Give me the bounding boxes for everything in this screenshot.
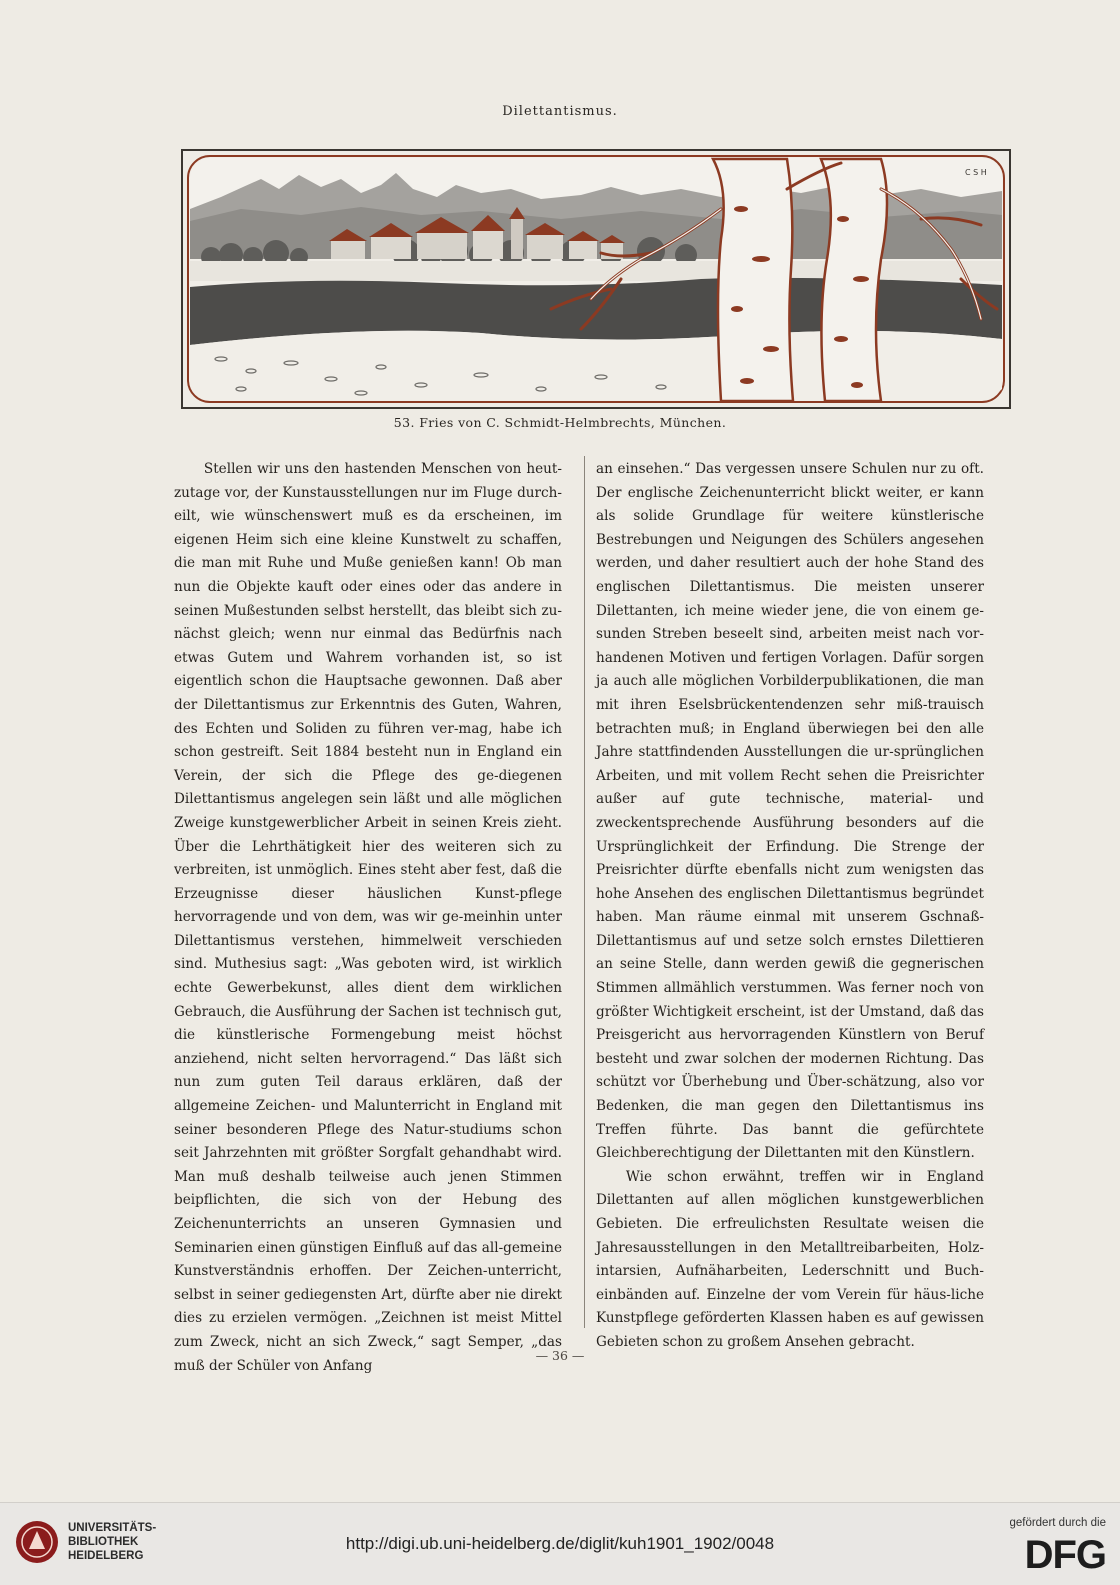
viewer-footer (0, 1502, 1120, 1585)
frieze-monogram: C S H (965, 168, 987, 177)
paragraph: an einsehen.“ Das vergessen unsere Schulen nur zu oft. Der englische Zeichenunterricht blickt weiter, er kann als solide Grundlage für weitere künstlerische Bestrebungen und Neigungen des Schülers angesehen werden, und daher resultiert auch der hohe Stand des englischen Dilettantismus. Die meisten unserer Dilettanten, ich meine wieder jene, die von einem ge-sunden Streben beseelt sind, arbeiten meist nach vor-handenen Motiven und fertigen Vorlagen. Dafür sorgen ja auch alle möglichen Vorbilderpublikationen, die man mit ihren Eselsbrückentendenzen sehr miß-trauisch betrachten muß; in England überwiegen bei den alle Jahre stattfindenden Ausstellungen die ur-sprünglichen Arbeiten, und mit vollem Recht sehen die Preisrichter außer auf gute technische, material- und zweckentsprechende Ausführung besonders auf die Ursprünglichkeit der Erfindung. Die Strenge der Preisrichter dürfte ebenfalls nicht zum wenigsten das hohe Ansehen des englischen Dilettantismus begründet haben. Man räume einmal mit unserem Gschnaß-Dilettantismus auf und setze solch ernstes Dilettieren an seine Stelle, dann werden gewiß die gegnerischen Stimmen allmählich verstummen. Was ferner noch von größter Wichtigkeit erscheint, ist der Umstand, daß das Preisgericht aus hervorragenden Künstlern von Beruf besteht und zwar solchen der modernen Richtung. Das schützt vor Überhebung und Über-schätzung, also vor Bedenken, die man gegen den Dilettantismus ins Treffen führte. Das bannt die gefürchtete Gleichberechtigung der Dilettanten mit den Künstlern. (596, 461, 984, 1162)
page-number: — 36 — (535, 1348, 585, 1363)
institution-name: UNIVERSITÄTS- BIBLIOTHEK HEIDELBERG (68, 1522, 157, 1562)
funding-note: gefördert durch die (1009, 1517, 1106, 1529)
frieze-illustration (181, 149, 1011, 409)
frieze-landscape-image (181, 149, 1011, 409)
paragraph: Wie schon erwähnt, treffen wir in England Dilettanten auf allen möglichen kunstgewerblichen Gebieten. Die erfreulichsten Resultate weisen die Jahresausstellungen in den Metalltreibarbeiten, Holz-intarsien, Aufnäharbeiten, Lederschnitt und Buch-einbänden auf. Einzelne der vom Verein für häus-liche Kunstpflege geförderten Klassen haben es auf gewissen Gebieten schon zu großem Ansehen gebracht. (596, 1168, 984, 1350)
column-divider (584, 456, 585, 1328)
text-column-left (174, 458, 562, 1378)
figure-caption: 53. Fries von C. Schmidt-Helmbrechts, München. (393, 415, 727, 430)
dfg-logo: DFG (1024, 1533, 1106, 1577)
permalink-url[interactable]: http://digi.ub.uni-heidelberg.de/diglit/kuh1901_1902/0048 (345, 1534, 775, 1553)
paragraph: Stellen wir uns den hastenden Menschen von heut-zutage vor, der Kunstausstellungen nur im Fluge durch-eilt, wie wünschenswert muß es da erscheinen, im eigenen Heim sich eine kleine Kunstwelt zu schaffen, die man mit Ruhe und Muße genießen kann! Ob man nun die Objekte kauft oder eines oder das andere in seinen Mußestunden selbst herstellt, das bleibt sich zu-nächst gleich; wenn nur einmal das Bedürfnis nach etwas Gutem und Wahrem vorhanden ist, so ist eigentlich schon die Hauptsache gewonnen. Daß aber der Dilettantismus zur Erkenntnis des Guten, Wahren, des Echten und Soliden zu führen ver-mag, habe ich schon gestreift. Seit 1884 besteht nun in England ein Verein, der sich die Pflege des ge-diegenen Dilettantismus angelegen sein läßt und alle möglichen Zweige kunstgewerblicher Arbeit in seinen Kreis zieht. Über die Lehrthätigkeit hier des weiteren sich zu verbreiten, ist unmöglich. Eines steht aber fest, daß die Erzeugnisse dieser häuslichen Kunst-pflege hervorragende und von dem, was wir ge-meinhin unter Dilettantismus verstehen, himmelweit verschieden sind. Muthesius sagt: „Was geboten wird, ist wirklich echte Gewerbekunst, alles dient dem wirklichen Gebrauch, die Ausführung der Sachen ist technisch gut, die künstlerische Formengebung meist höchst anziehend, nicht selten hervorragend.“ Das läßt sich nun zum guten Teil daraus erklären, daß der allgemeine Zeichen- und Malunterricht in England mit seiner besonderen Pflege des Natur-studiums schon seit Jahrzehnten mit größter Sorgfalt gehandhabt wird. Man muß deshalb teilweise auch jenen Stimmen beipflichten, die sich von der Hebung des Zeichenunterrichts an unseren Gymnasien und Seminarien einen günstigen Einfluß auf das all-gemeine Kunstverständnis erhoffen. Der Zeichen-unterricht, selbst in seiner gediegensten Art, dürfte aber nie direkt dies zu erzielen vermögen. „Zeichnen ist meist Mittel zum Zweck, nicht an sich Zweck,“ sagt Semper, „das muß der Schüler von Anfang (174, 461, 562, 1374)
running-title: Dilettantismus. (502, 104, 618, 119)
text-column-right (596, 458, 984, 1355)
